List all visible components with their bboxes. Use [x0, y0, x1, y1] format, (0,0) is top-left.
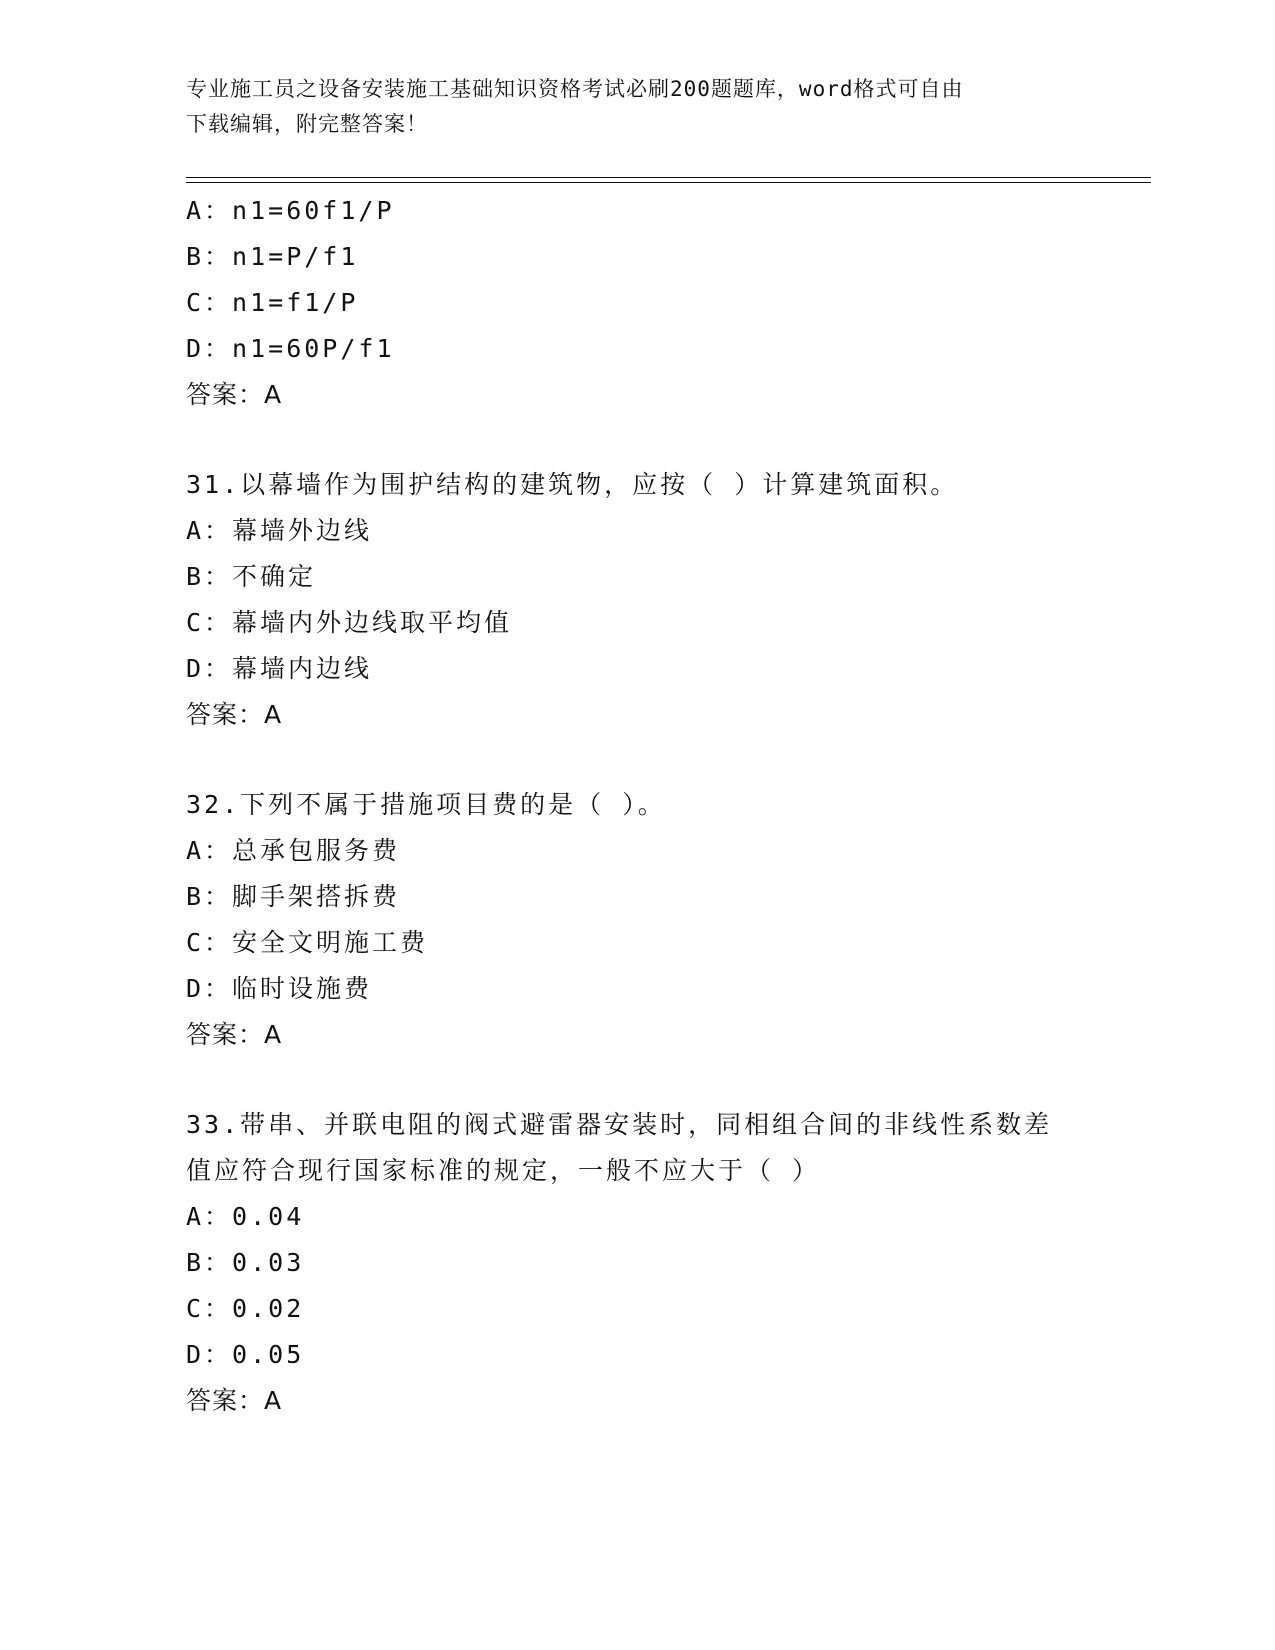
option-a: A：0.04 — [186, 1202, 305, 1231]
question-list — [186, 188, 1151, 1424]
option-a: A：总承包服务费 — [186, 836, 401, 865]
option-d: D：0.05 — [186, 1340, 305, 1369]
question-31 — [186, 462, 1151, 738]
question-33 — [186, 1102, 1151, 1424]
option-d: D：n1=60P/f1 — [186, 334, 395, 363]
question-spacer — [186, 1058, 1151, 1102]
question-stem: 31.以幕墙作为围护结构的建筑物，应按（ ）计算建筑面积。 — [186, 470, 959, 499]
question-30-continuation — [186, 188, 1151, 418]
answer-line: 答案：A — [186, 700, 283, 729]
header-divider — [186, 177, 1151, 183]
header-title-line-2: 下载编辑，附完整答案！ — [186, 112, 428, 136]
question-spacer — [186, 418, 1151, 462]
option-b: B：0.03 — [186, 1248, 305, 1277]
option-d: D：幕墙内边线 — [186, 654, 373, 683]
answer-line: 答案：A — [186, 1020, 283, 1049]
document-header — [186, 72, 1086, 142]
question-stem-line-2: 值应符合现行国家标准的规定，一般不应大于（ ） — [186, 1156, 821, 1185]
option-b: B：n1=P/f1 — [186, 242, 359, 271]
option-b: B：脚手架搭拆费 — [186, 882, 401, 911]
question-spacer — [186, 738, 1151, 782]
option-b: B：不确定 — [186, 562, 317, 591]
option-c: C：安全文明施工费 — [186, 928, 429, 957]
option-c: C：幕墙内外边线取平均值 — [186, 608, 513, 637]
question-stem-line-1: 33.带串、并联电阻的阀式避雷器安装时，同相组合间的非线性系数差 — [186, 1110, 1053, 1139]
option-c: C：0.02 — [186, 1294, 305, 1323]
question-32 — [186, 782, 1151, 1058]
option-d: D：临时设施费 — [186, 974, 373, 1003]
option-a: A：n1=60f1/P — [186, 196, 395, 225]
option-a: A：幕墙外边线 — [186, 516, 373, 545]
answer-line: 答案：A — [186, 380, 283, 409]
option-c: C：n1=f1/P — [186, 288, 359, 317]
header-title-line-1: 专业施工员之设备安装施工基础知识资格考试必刷200题题库，word格式可自由 — [186, 77, 964, 101]
question-stem: 32.下列不属于措施项目费的是（ ）。 — [186, 790, 666, 819]
answer-line: 答案：A — [186, 1386, 283, 1415]
